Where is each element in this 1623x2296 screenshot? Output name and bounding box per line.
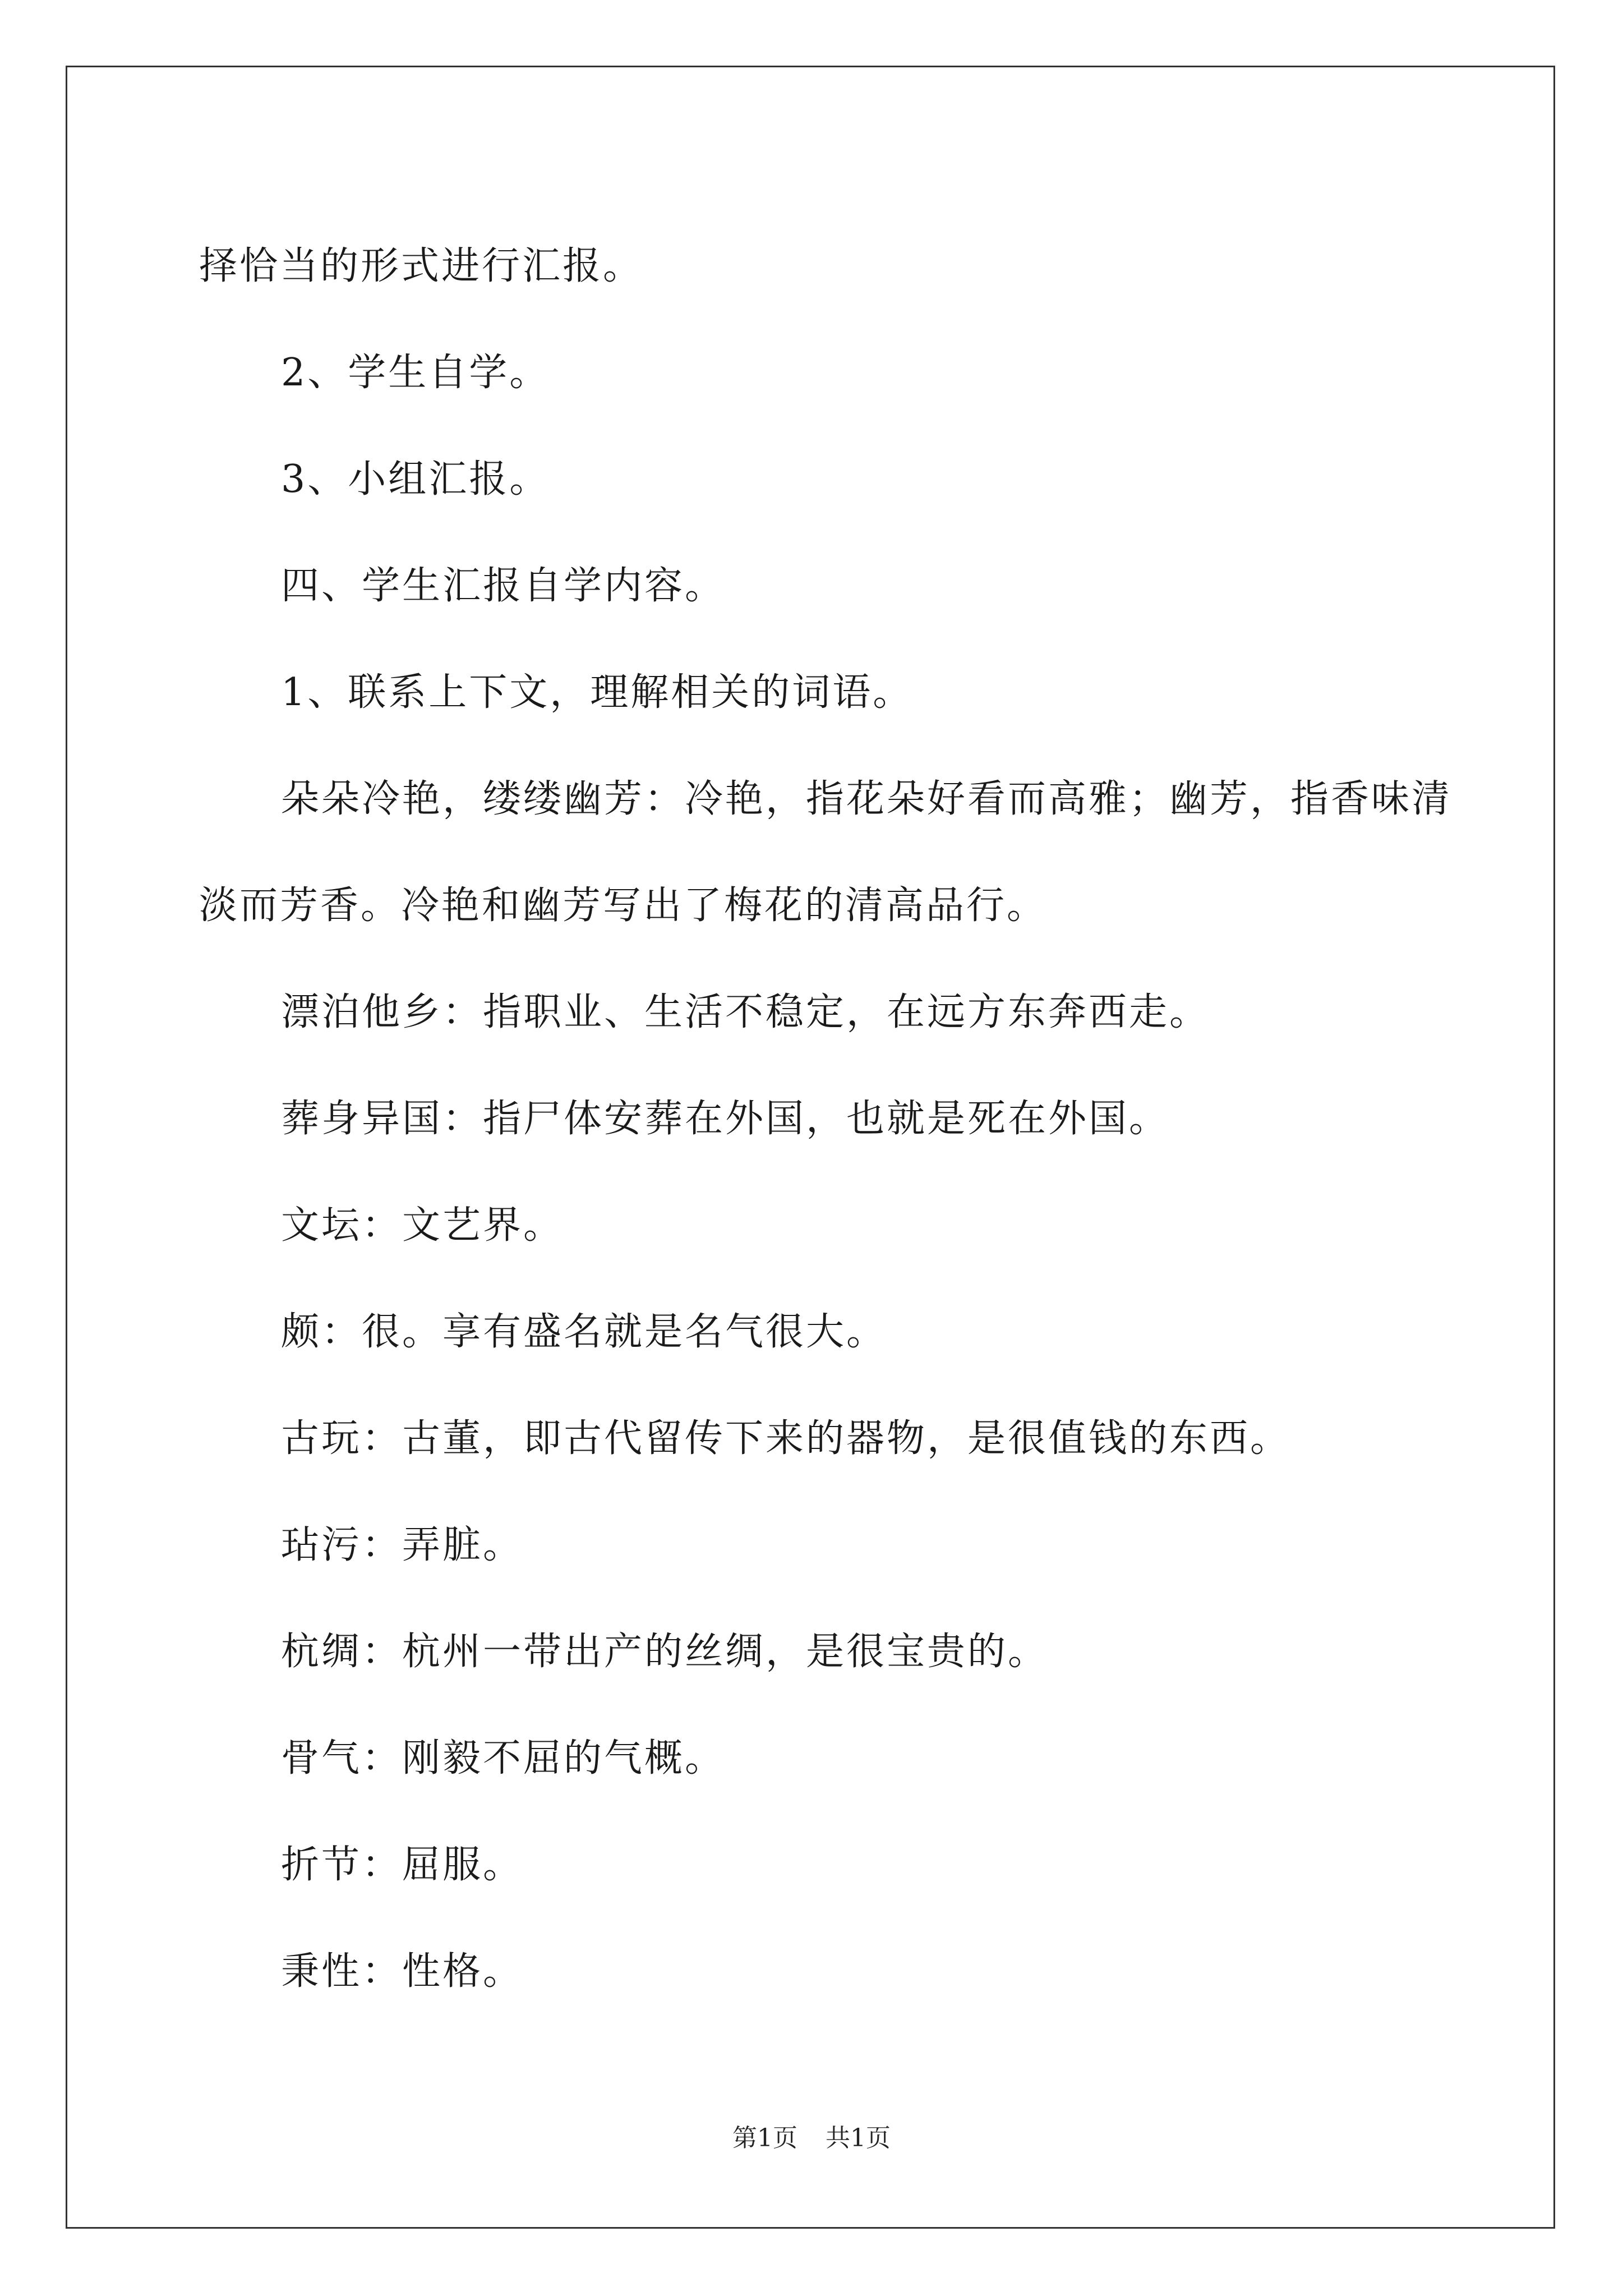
paragraph: 折节：屈服。 [281,1843,524,1887]
page-footer [0,2118,1623,2154]
paragraph: 葬身异国：指尸体安葬在外国，也就是死在外国。 [281,1097,1170,1141]
paragraph: 漂泊他乡：指职业、生活不稳定，在远方东奔西走。 [281,990,1210,1034]
paragraph: 朵朵冷艳，缕缕幽芳：冷艳，指花朵好看而高雅；幽芳，指香味清淡而芳香。冷艳和幽芳写出了梅花的清高品行。 [199,777,1453,928]
page-number: 第1页 [732,2124,797,2152]
paragraph: 骨气：刚毅不屈的气概。 [281,1736,726,1780]
paragraph: 文坛：文艺界。 [281,1203,564,1248]
paragraph: 杭绸：杭州一带出产的丝绸，是很宝贵的。 [281,1630,1049,1674]
paragraph: 2、学生自学。 [281,351,550,395]
paragraph: 玷污：弄脏。 [281,1523,524,1567]
paragraph: 古玩：古董，即古代留传下来的器物，是很值钱的东西。 [281,1416,1291,1461]
paragraph: 秉性：性格。 [281,1949,524,1994]
page-total: 共1页 [826,2124,891,2152]
paragraph: 3、小组汇报。 [281,457,550,501]
paragraph: 四、学生汇报自学内容。 [281,564,726,608]
paragraph: 颇：很。享有盛名就是名气很大。 [281,1310,887,1354]
document-body [199,213,1455,2025]
paragraph: 择恰当的形式进行汇报。 [199,244,644,288]
paragraph: 1、联系上下文，理解相关的词语。 [281,670,914,715]
